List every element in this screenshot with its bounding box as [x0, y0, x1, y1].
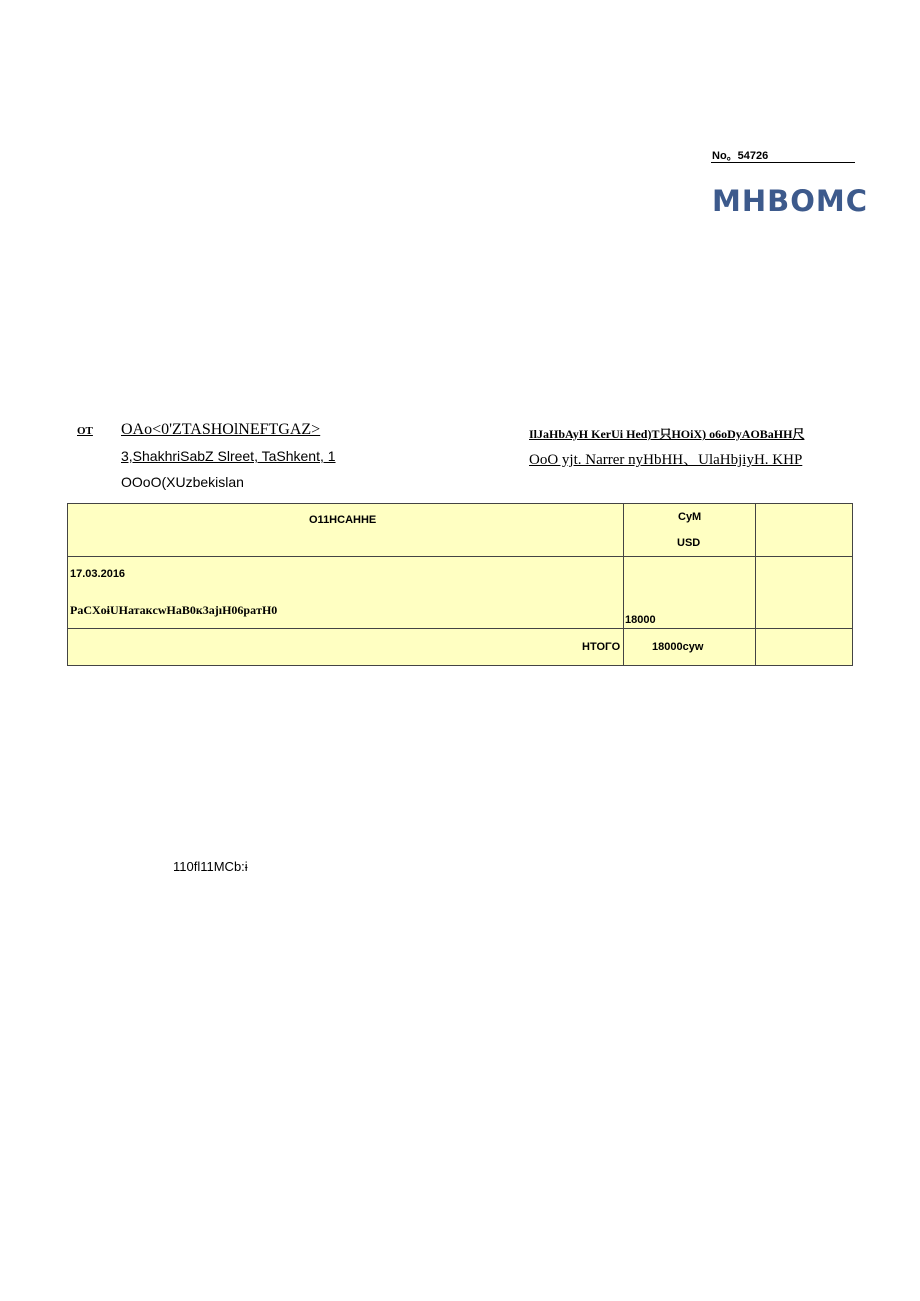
column-divider: [755, 504, 756, 665]
invoice-number: No。54726: [712, 150, 769, 162]
item-description: PaCXoɨUHатaкcwHaB0к3ajıH06paтH0: [70, 603, 278, 617]
recipient-address: OoO yjt. Narrer nyHbHH、UlaHbjiyH. KHP: [529, 452, 803, 468]
item-date: 17.03.2016: [70, 568, 126, 580]
signature-label: 110fl11MCb:ɨ: [173, 859, 248, 874]
header-description: O11HCAHHE: [309, 514, 377, 526]
header-currency: USD: [677, 537, 701, 549]
sender-name: OAo<0'ZTASHOlNEFTGAZ>: [121, 421, 321, 438]
total-value: 18000cyw: [652, 641, 704, 653]
from-label: OT: [77, 425, 93, 437]
document-title: MHBOMC: [712, 184, 869, 218]
header-sum: CyM: [678, 511, 702, 523]
item-amount: 18000: [625, 614, 656, 626]
row-divider: [68, 556, 852, 557]
total-label: HTOΓO: [582, 641, 621, 653]
recipient-name: IlJaHbAyH KerUi Hed)T只HOiX) o6oDyAOBaHH尺: [529, 427, 805, 441]
row-divider: [68, 628, 852, 629]
items-table: [67, 503, 853, 666]
sender-address-line1: 3,ShakhriSabZ Slreet, TaShkent, 1: [121, 448, 336, 464]
number-underline: [711, 162, 855, 163]
sender-address-line2: OOoO(XUzbekislan: [121, 474, 244, 490]
column-divider: [623, 504, 624, 665]
